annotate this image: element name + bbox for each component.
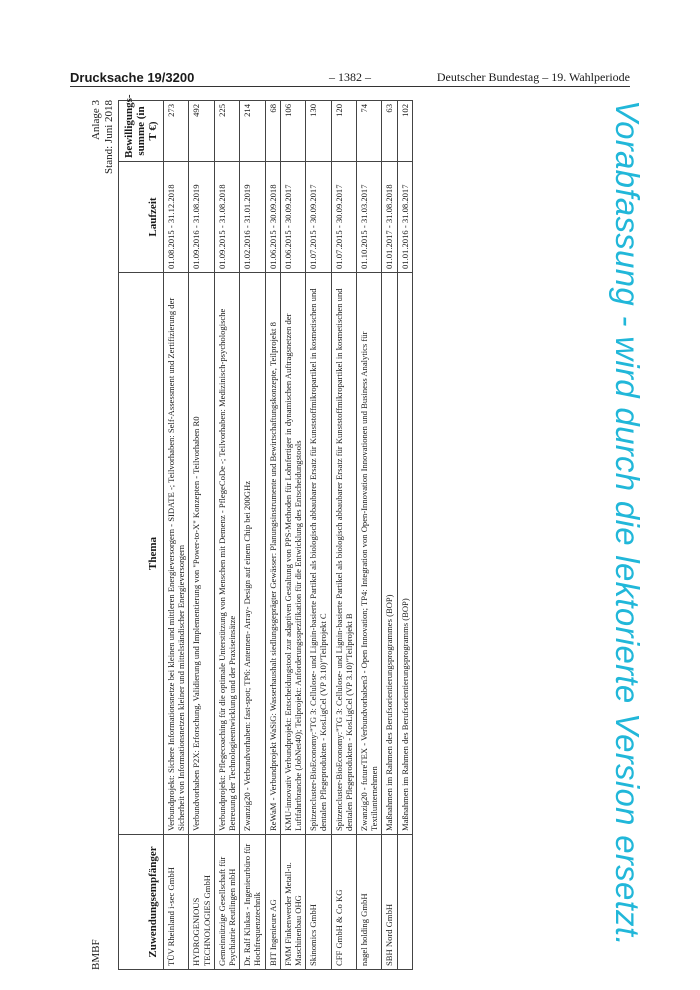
cell-topic: Verbundvorhaben P2X: Erforschung, Validierung und Implementierung von "Power-to-X" Konzepten - Teilvorhaben R0 xyxy=(189,273,214,835)
cell-duration: 01.07.2015 - 30.09.2017 xyxy=(331,162,356,273)
cell-recipient: HYDROGENIOUS TECHNOLOGIES GmbH xyxy=(189,835,214,970)
table-row xyxy=(331,101,356,970)
table-row xyxy=(189,101,214,970)
annex-info xyxy=(90,100,116,174)
cell-topic: Zwanzig20 - Verbundvorhaben: fast-spot; TP6: Antennen- Array- Design auf einem Chip bei 200GHz xyxy=(240,273,265,835)
cell-duration: 01.06.2015 - 30.09.2018 xyxy=(265,162,280,273)
cell-recipient: Skinomics GmbH xyxy=(306,835,331,970)
cell-amount: 130 xyxy=(306,101,331,162)
table-row xyxy=(265,101,280,970)
table-row xyxy=(306,101,331,970)
col-header-recipient: Zuwendungsempfänger xyxy=(119,835,164,970)
cell-topic: ReWaM - Verbundprojekt WaSiG: Wasserhaushalt siedlungsgeprägter Gewässer: Planungsinstrumente und Bewirtschaftungskonzepte, Teilprojekt 8 xyxy=(265,273,280,835)
cell-amount: 120 xyxy=(331,101,356,162)
cell-topic: Spitzencluster-BioEconomy:"TG 3: Cellulose- und Lignin-basierte Partikel als biologisch abbaubarer Ersatz für Kunststoffmikropartikel in kosmetischen und dentalen Pflegeprodukten - KosLigCel (VP 3.10)"Teilprojekt B xyxy=(331,273,356,835)
table-row xyxy=(382,101,397,970)
cell-recipient: Dr. Ralf Klukas - Ingenieurbüro für Hochfrequenztechnik xyxy=(240,835,265,970)
cell-amount: 214 xyxy=(240,101,265,162)
cell-duration: 01.06.2015 - 30.09.2017 xyxy=(280,162,305,273)
cell-duration: 01.08.2015 - 31.12.2018 xyxy=(164,162,189,273)
source-label: Deutscher Bundestag – 19. Wahlperiode xyxy=(436,70,630,84)
table-header-row xyxy=(119,101,164,970)
table-row xyxy=(240,101,265,970)
cell-amount: 106 xyxy=(280,101,305,162)
watermark xyxy=(562,100,692,946)
rotated-table-page xyxy=(90,94,620,970)
col-header-amount: Bewilligungs-summe (in T €) xyxy=(119,101,164,162)
cell-recipient: SBH Nord GmbH xyxy=(382,835,397,970)
cell-duration: 01.01.2017 - 31.08.2018 xyxy=(382,162,397,273)
cell-topic: Maßnahmen im Rahmen des Berufsorientierungsprogramms (BOP) xyxy=(397,273,412,835)
table-row xyxy=(214,101,239,970)
cell-duration: 01.10.2015 - 31.03.2017 xyxy=(357,162,382,273)
table-row xyxy=(357,101,382,970)
cell-topic: Zwanzig20 - futureTEX - Verbundvorhaben3 - Open Innovation; TP4: Integration von Open-Innovation Innovationen und Business Analytics für Textilunternehmen xyxy=(357,273,382,835)
cell-recipient: Gemeinnützige Gesellschaft für Psychiatrie Reutlingen mbH xyxy=(214,835,239,970)
cell-topic: Verbundprojekt: Sichere Informationsnetze bei kleinen und mittleren Energieversorgern - SIDATE -; Teilvorhaben: Self-Assessment und Zertifizierung der Sicherheit von Informationsnetzen kleiner und mittelständischer Energieversorgern xyxy=(164,273,189,835)
cell-topic: Maßnahmen im Rahmen des Berufsorientierungsprogrammes (BOP) xyxy=(382,273,397,835)
cell-amount: 68 xyxy=(265,101,280,162)
cell-duration: 01.09.2016 - 31.08.2019 xyxy=(189,162,214,273)
col-header-topic: Thema xyxy=(119,273,164,835)
cell-topic: KMU-innovativ Verbundprojekt: Entscheidungstool zur adaptiven Gestaltung von PPS-Methoden für Lohnfertiger in dynamischen Auftragsnetzen der Luftfahrtbranche (JobNet40); Teilprojekt: Anforderungsspezifikation für die Entwicklung des Entscheidungstools xyxy=(280,273,305,835)
ministry-label: BMBF xyxy=(90,939,102,970)
annex-label: Anlage 3 xyxy=(90,100,102,141)
cell-duration: 01.09.2015 - 31.08.2018 xyxy=(214,162,239,273)
table-body xyxy=(164,101,413,970)
cell-duration: 01.01.2016 - 31.08.2017 xyxy=(397,162,412,273)
cell-amount: 74 xyxy=(357,101,382,162)
table-row xyxy=(164,101,189,970)
page-number: – 1382 – xyxy=(329,70,371,84)
header-rule xyxy=(70,86,630,87)
document-number: Drucksache 19/3200 xyxy=(70,70,195,85)
grants-table xyxy=(118,94,413,970)
cell-recipient: TÜV Rheinland i-sec GmbH xyxy=(164,835,189,970)
cell-duration: 01.02.2016 - 31.01.2019 xyxy=(240,162,265,273)
cell-topic: Spitzencluster-BioEconomy:"TG 3: Cellulose- und Lignin-basierte Partikel als biologisch abbaubarer Ersatz für Kunststoffmikropartikel in kosmetischen und dentalen Pflegeprodukten - KosLigCel (VP 3.10)"Teilprojekt C xyxy=(306,273,331,835)
cell-amount: 492 xyxy=(189,101,214,162)
cell-recipient: FMM Finkenwerder Metall-u. Maschinenbau OHG xyxy=(280,835,305,970)
cell-recipient: BIT Ingenieure AG xyxy=(265,835,280,970)
watermark-text: Vorabfassung - wird durch die lektorierte Version ersetzt. xyxy=(609,100,646,946)
status-date: Stand: Juni 2018 xyxy=(103,100,115,174)
cell-topic: Verbundprojekt: Pflegecoaching für die optimale Unterstützung von Menschen mit Demenz - PflegeCoDe -; Teilvorhaben: Medizinisch-psychologische Betreuung der Technologieentwicklung und der Praxiseinsätze xyxy=(214,273,239,835)
cell-duration: 01.07.2015 - 30.09.2017 xyxy=(306,162,331,273)
cell-recipient: nagel holding GmbH xyxy=(357,835,382,970)
cell-recipient xyxy=(397,835,412,970)
cell-amount: 63 xyxy=(382,101,397,162)
col-header-duration: Laufzeit xyxy=(119,162,164,273)
cell-amount: 273 xyxy=(164,101,189,162)
page-header xyxy=(70,60,630,88)
cell-amount: 102 xyxy=(397,101,412,162)
table-row xyxy=(280,101,305,970)
cell-recipient: CFF GmbH & Co KG xyxy=(331,835,356,970)
cell-amount: 225 xyxy=(214,101,239,162)
table-row xyxy=(397,101,412,970)
